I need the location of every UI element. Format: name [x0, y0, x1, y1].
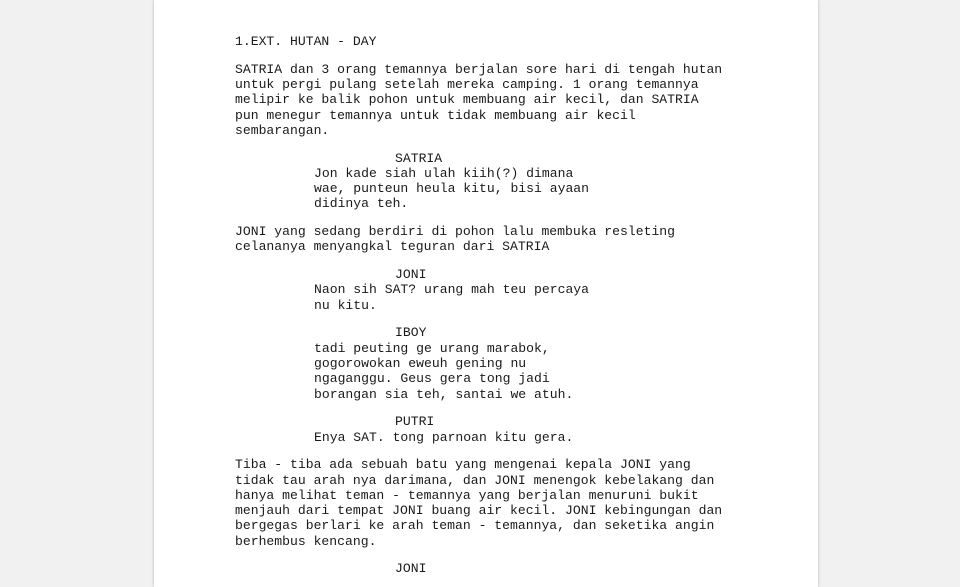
script-block-dialogue — [235, 341, 795, 402]
action-line: pun menegur temannya untuk tidak membuang air kecil — [235, 107, 636, 123]
script-page — [154, 0, 818, 587]
script-block-dialogue — [235, 282, 795, 313]
dialogue-line: Enya SAT. tong parnoan kitu gera. — [314, 429, 574, 445]
action-line: hanya melihat teman - temannya yang berjalan menuruni bukit — [235, 487, 699, 503]
script-block-character — [235, 325, 795, 340]
script-block-character — [235, 414, 795, 429]
dialogue-line: gogorowokan eweuh gening nu — [314, 356, 527, 371]
character-name: PUTRI — [395, 414, 435, 430]
block-spacer — [235, 445, 795, 457]
script-block-character — [235, 151, 795, 166]
action-line: melipir ke balik pohon untuk membuang air kecil, dan SATRIA — [235, 92, 699, 108]
block-spacer — [235, 549, 795, 561]
character-name: JONI — [395, 561, 427, 577]
action-line: sembarangan. — [235, 122, 330, 138]
block-spacer — [235, 402, 795, 414]
script-block-action — [235, 457, 795, 549]
block-spacer — [235, 313, 795, 325]
action-line: Tiba - tiba ada sebuah batu yang mengenai kepala JONI yang — [235, 457, 691, 473]
action-line: tidak tau arah nya darimana, dan JONI menengok kebelakang dan — [235, 472, 715, 488]
dialogue-line: Jon kade siah ulah kiih(?) dimana — [314, 165, 574, 181]
block-spacer — [235, 212, 795, 224]
scene-heading: 1.EXT. HUTAN - DAY — [235, 34, 377, 49]
dialogue-line: wae, punteun heula kitu, bisi ayaan — [314, 181, 590, 197]
character-name: SATRIA — [395, 150, 443, 166]
script-block-character — [235, 267, 795, 282]
action-line: SATRIA dan 3 orang temannya berjalan sore hari di tengah hutan — [235, 61, 723, 77]
block-spacer — [235, 49, 795, 61]
dialogue-line: Naon sih SAT? urang mah teu percaya — [314, 282, 590, 298]
action-line: JONI yang sedang berdiri di pohon lalu membuka resleting — [235, 224, 676, 240]
script-block-dialogue — [235, 166, 795, 212]
dialogue-line: nu kitu. — [314, 297, 377, 313]
dialogue-line: ngaganggu. Geus gera tong jadi — [314, 371, 550, 387]
dialogue-line: borangan sia teh, santai we atuh. — [314, 386, 574, 402]
script-block-action — [235, 62, 795, 138]
dialogue-line: tadi peuting ge urang marabok, — [314, 340, 550, 356]
script-block-action — [235, 224, 795, 255]
character-name: IBOY — [395, 325, 427, 341]
script-block-dialogue — [235, 430, 795, 445]
character-name: JONI — [395, 267, 427, 283]
script-content — [235, 34, 795, 577]
action-line: celananya menyangkal teguran dari SATRIA — [235, 239, 550, 255]
script-block-character — [235, 561, 795, 576]
action-line: bergegas berlari ke arah teman - temannya, dan seketika angin — [235, 518, 715, 534]
dialogue-line: didinya teh. — [314, 196, 409, 212]
action-line: berhembus kencang. — [235, 533, 377, 549]
script-block-scene — [235, 34, 795, 49]
action-line: untuk pergi pulang setelah mereka camping. 1 orang temannya — [235, 76, 699, 92]
action-line: menjauh dari tempat JONI buang air kecil. JONI kebingungan dan — [235, 503, 723, 519]
block-spacer — [235, 138, 795, 150]
block-spacer — [235, 255, 795, 267]
